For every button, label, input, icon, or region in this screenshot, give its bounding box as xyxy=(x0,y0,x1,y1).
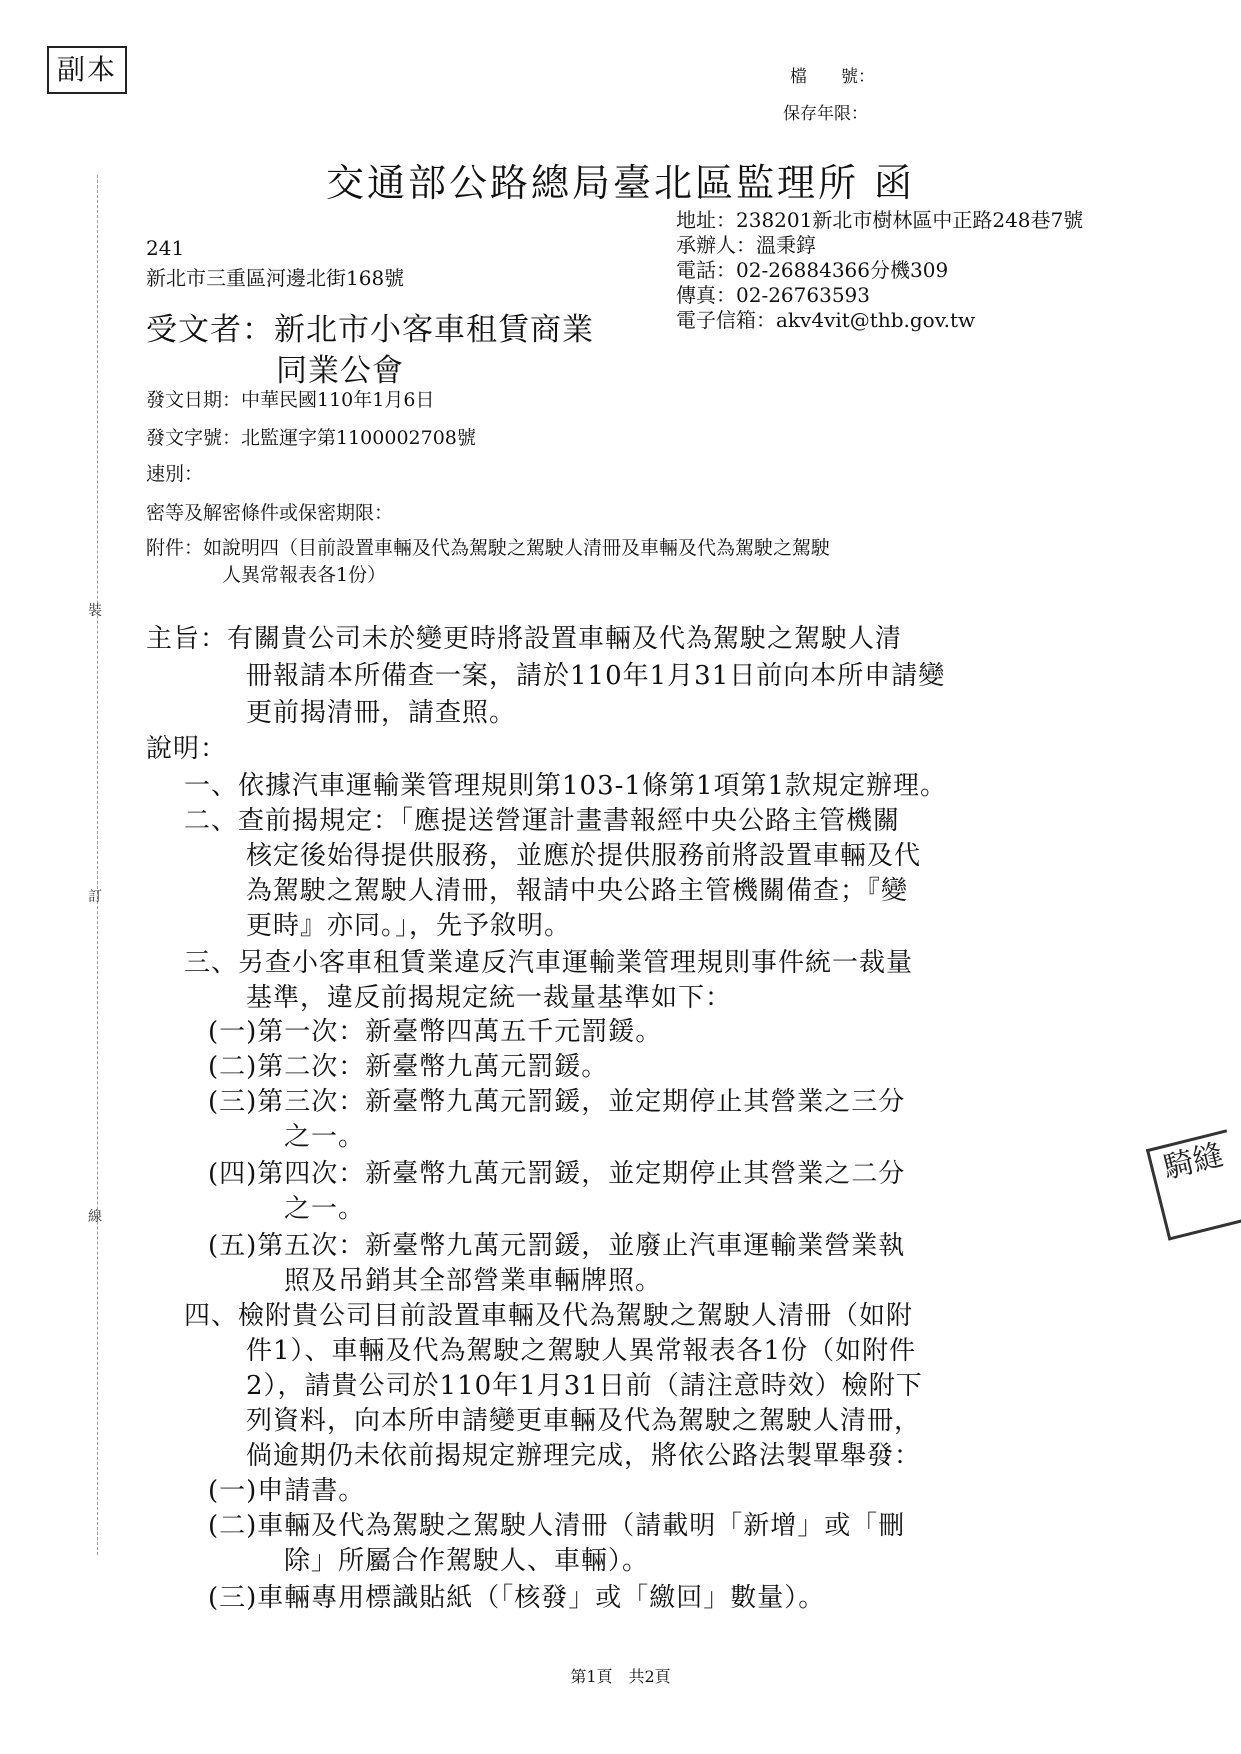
phone-number: 電話：02-26884366分機309 xyxy=(676,258,949,282)
penalty-line: (五)第五次：新臺幣九萬元罰鍰，並廢止汽車運輸業營業執 xyxy=(208,1231,906,1261)
file-number-label: 檔 號： xyxy=(790,67,875,87)
explanation-item-4-line: 件1）、車輛及代為駕駛之駕駛人異常報表各1份（如附件 xyxy=(246,1336,917,1366)
document-list-line: (三)車輛專用標識貼紙（「核發」或「繳回」數量）。 xyxy=(208,1583,826,1613)
explanation-item-2-line: 為駕駛之駕駛人清冊，報請中央公路主管機關備查；『變 xyxy=(246,876,909,906)
attachment-line-2: 人異常報表各1份） xyxy=(222,564,387,586)
explanation-item-2-line: 核定後始得提供服務，並應於提供服務前將設置車輛及代 xyxy=(246,841,922,871)
penalty-line: 之一。 xyxy=(284,1194,366,1224)
retention-label: 保存年限： xyxy=(783,104,868,124)
explanation-item-2-line: 二、查前揭規定：「應提送營運計畫書報經中央公路主管機關 xyxy=(184,806,901,836)
explanation-label: 說明： xyxy=(146,734,228,764)
seam-stamp: 騎縫 xyxy=(1146,1129,1241,1240)
penalty-line: (二)第二次：新臺幣九萬元罰鍰。 xyxy=(208,1052,609,1082)
explanation-item-3-line: 基準，違反前揭規定統一裁量基準如下： xyxy=(246,983,733,1013)
attachment-line-1: 附件：如說明四（目前設置車輛及代為駕駛之駕駛人清冊及車輛及代為駕駛之駕駛 xyxy=(146,537,831,559)
explanation-item-2-line: 更時』亦同。」，先予敘明。 xyxy=(246,911,572,941)
page-number: 第1頁 共2頁 xyxy=(570,1667,671,1686)
explanation-item-3-line: 三、另查小客車租賃業違反汽車運輸業管理規則事件統一裁量 xyxy=(184,948,914,978)
handler-name: 承辦人：溫秉錞 xyxy=(676,233,816,257)
penalty-line: 照及吊銷其全部營業車輛牌照。 xyxy=(284,1266,663,1296)
copy-label: 副本 xyxy=(47,46,127,94)
recipient-line-1: 受文者：新北市小客車租賃商業 xyxy=(146,312,594,348)
document-list-line: 除」所屬合作駕駛人、車輛）。 xyxy=(284,1546,650,1576)
issue-date: 發文日期：中華民國110年1月6日 xyxy=(146,389,435,411)
document-list-line: (二)車輛及代為駕駛之駕駛人清冊（請載明「新增」或「刪 xyxy=(208,1511,906,1541)
explanation-item-4-line: 四、檢附貴公司目前設置車輛及代為駕駛之駕駛人清冊（如附 xyxy=(184,1301,914,1331)
penalty-line: (四)第四次：新臺幣九萬元罰鍰，並定期停止其營業之二分 xyxy=(208,1159,906,1189)
email-address: 電子信箱：akv4vit@thb.gov.tw xyxy=(676,308,976,332)
sender-address: 地址：238201新北市樹林區中正路248巷7號 xyxy=(676,208,1084,232)
binding-mark-ding: 訂 xyxy=(88,889,102,905)
explanation-item-1: 一、依據汽車運輸業管理規則第103-1條第1項第1款規定辦理。 xyxy=(184,771,948,801)
penalty-line: (三)第三次：新臺幣九萬元罰鍰，並定期停止其營業之三分 xyxy=(208,1087,906,1117)
subject-line-1: 主旨：有關貴公司未於變更時將設置車輛及代為駕駛之駕駛人清 xyxy=(146,624,903,654)
subject-line-3: 更前揭清冊，請查照。 xyxy=(246,698,517,728)
explanation-item-4-line: 倘逾期仍未依前揭規定辦理完成，將依公路法製單舉發： xyxy=(246,1441,922,1471)
penalty-line: 之一。 xyxy=(284,1122,366,1152)
subject-line-2: 冊報請本所備查一案，請於110年1月31日前向本所申請變 xyxy=(246,661,946,691)
document-title: 交通部公路總局臺北區監理所 函 xyxy=(325,161,916,205)
sender-contact xyxy=(676,208,1083,333)
binding-dashed-line xyxy=(97,175,98,1555)
document-list-line: (一)申請書。 xyxy=(208,1476,366,1506)
classification-field: 密等及解密條件或保密期限： xyxy=(146,502,394,524)
penalty-line: (一)第一次：新臺幣四萬五千元罰鍰。 xyxy=(208,1017,663,1047)
binding-mark-xian: 線 xyxy=(88,1209,102,1225)
issue-number: 發文字號：北監運字第1100002708號 xyxy=(146,427,476,449)
fax-number: 傳真：02-26763593 xyxy=(676,283,871,307)
recipient-address: 新北市三重區河邊北街168號 xyxy=(146,266,405,290)
explanation-item-4-line: 2），請貴公司於110年1月31日前（請注意時效）檢附下 xyxy=(246,1371,923,1401)
recipient-postcode: 241 xyxy=(146,236,185,260)
explanation-item-4-line: 列資料，向本所申請變更車輛及代為駕駛之駕駛人清冊， xyxy=(246,1406,922,1436)
recipient-line-2: 同業公會 xyxy=(276,353,404,389)
binding-mark-zhuang: 裝 xyxy=(88,603,102,619)
speed-field: 速別： xyxy=(146,463,204,485)
